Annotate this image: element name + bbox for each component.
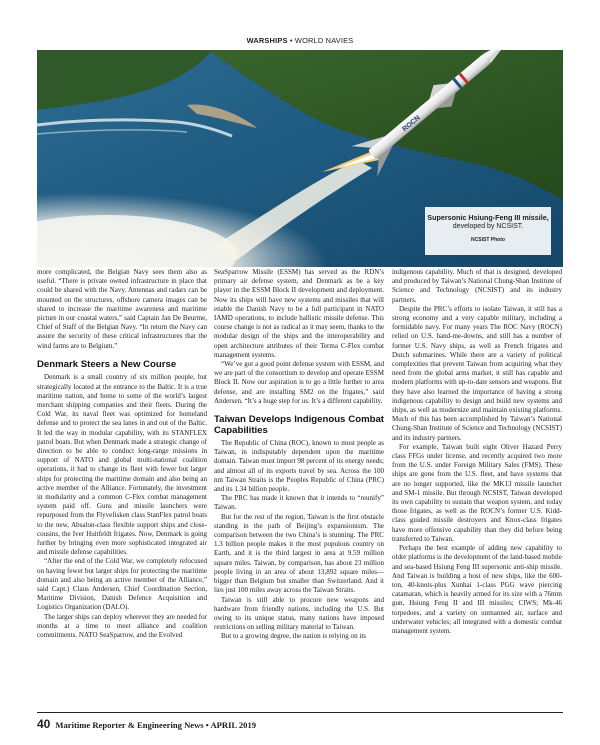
paragraph: But to a growing degree, the nation is relying on its — [221, 632, 367, 641]
subheading-taiwan: Taiwan Develops Indigenous Combat Capabilities — [214, 414, 384, 436]
article-column-2 — [214, 268, 384, 642]
paragraph: SeaSparrow Missile (ESSM) has served as the RDN’s primary air defense system, and Denmark as be a key player in the ESSM Block II development and deployment. Now its ships will have new systems and missiles that will enable the Danish Navy to be a full participant in NATO IAMD operations, to include ballistic missile defense. This course change is not as radical as it may seem, thanks to the modular design of the ships and the interoperability and open architecture attributes of their Terma C-Flex combat management systems. — [214, 268, 384, 359]
paragraph: more complicated, the Belgian Navy sees them also as useful. “There is private owned infrastructure in place that could be shared with the Navy. Antennas and radars can be mounted on the structures, offshore camera images can be shared to increase the maritime awareness and maritime picture in our coastal waters,” said Captain Jan De Beurme, Chief of Staff of the Belgian Navy. “In return the Navy can assure the security of these critical infrastructures that the wind farms are to Belgium.” — [37, 268, 207, 350]
paragraph: “After the end of the Cold War, we completely refocused on having fewer but larger ships for protecting the maritime domain and also being an active member of the Alliance,” said Capt.) Claus Andersen, Chief Coordination Section, Maritime Division, Danish Defence Acquisition and Logistics Organization (DALO). — [37, 557, 207, 612]
page-footer — [37, 712, 563, 731]
page-number: 40 — [37, 717, 51, 731]
paragraph: Perhaps the best example of adding new capability to older platforms is the development of the land-based mobile and sea-based Hsiung Feng III supersonic anti-ship missile. And Taiwan is building a host of new ships, like the 600-ton, 40-knots-plus Xunhai 1-class PGG wave piercing catamaran, which is heavily armed for its size with a 76mm gun, Hsiung Feng II and III missiles; CIWS; Mk-46 torpedoes, and a variety on unmanned air, surface and underwater vehicles; all integrated with a domestic combat management system. — [392, 544, 562, 635]
article-column-3 — [392, 268, 562, 636]
section-separator: • — [287, 36, 295, 45]
paragraph: Denmark is a small country of six million people, but strategically located at the entrance to the Baltic. It is a true maritime nation, and home to some of the world’s largest merchant shipping companies and their fleets. During the Cold War, its naval fleet was optimized for homeland defense and to protect the sea lanes in and out of the Baltic. It led the way in modular capability, with its STANFLEX patrol boats. But when Denmark made a strategic change of direction to be able to conduct long-range missions in support of NATO and global multi-national coalition operations, it had to change its fleet with fewer but larger ships for protecting the maritime domain and also being an active member of the Alliance. Fortunately, the investment in modularity and a common C-Flex combat management system paid off. Guns and missile launchers were repurposed from the Flyvefisken class StanFlex patrol boats to the new, Absalon-class flexible support ships and close-cousins, the Iver Huitfeldt frigates. Now, Denmark is going further by bringing even more sophisticated integrated air and missile defense capabilities. — [37, 373, 207, 557]
caption-title: Supersonic Hsiung-Feng III missile, — [427, 213, 549, 222]
paragraph: The larger ships can deploy wherever they are needed for months at a time to meet alliance and coalition commitments. NATO SeaSparrow, and the Evolved — [37, 612, 207, 640]
missile-marking: ROCN — [401, 114, 422, 134]
publication-info: Maritime Reporter & Engineering News • APRIL 2019 — [55, 720, 257, 730]
paragraph: But for the rest of the region, Taiwan is the first obstacle standing in the path of Beijing’s expansionism. The comparison between the two China’s is stunning. The PRC 1.3 billion people makes it the most populous country on Earth, and it is the third largest in area at 9.59 million square miles. Taiwan, by comparison, has about 23 million people living in an area of about 13,892 square miles—bigger than Belgium but smaller than Switzerland. And it lies just 100 miles away across the Taiwan Straits. — [214, 512, 384, 595]
paragraph: indigenous capability. Much of that is designed, developed and produced by Taiwan’s National Chung-Shan Institute of Science and Technology (NCSIST) and its industry partners. — [392, 268, 562, 304]
paragraph: Despite the PRC’s efforts to isolate Taiwan, it still has a strong economy and a very capable military, including a formidable navy. For many years The ROC Navy (ROCN) relied on U.S. hand-me-downs, and still has a number of former U.S. Navy ships, as well as French frigates and Dutch submarines. While there are a variety of political complexities that prevent Taiwan from acquiring what they need from the global arms market, it still has capable and modern platforms with up-to-date sensors and weapons. But they have also learned the importance of having a strong indigenous capability to design and build new systems and ships, as well as modernize and maintain existing platforms. Much of this has been accomplished by Taiwan’s National Chung-Shan Institute of Science and Technology (NCSIST) and its industry partners. — [392, 304, 562, 442]
paragraph: Taiwan is still able to procure new weapons and hardware from friendly nations, including the U.S. But owing to its unique status, many nations have imposed restrictions on selling military material to Taiwan. — [214, 595, 384, 632]
subheading-denmark: Denmark Steers a New Course — [37, 358, 177, 370]
photo-credit: NCSIST Photo — [471, 237, 505, 243]
section-header — [0, 36, 600, 45]
paragraph: The PRC has made it known that it intends to “reunify” Taiwan. — [214, 494, 384, 512]
paragraph: The Republic of China (ROC), known to most people as Taiwan, in indisputably dependent upon the maritime domain. Taiwan must import 98 percent of its energy needs; and almost all of its exports travel by sea. Across the 100 nm Taiwan Straits is the Peoples Republic of China (PRC) and its 1.34 billion people. — [214, 439, 384, 494]
section-name: WARSHIPS — [246, 36, 288, 45]
subsection-name: WORLD NAVIES — [294, 36, 354, 45]
article-column-1 — [37, 268, 207, 640]
photo-caption — [425, 207, 551, 255]
paragraph: “We’ve got a good point defense system with ESSM, and we are part of the consortium to develop and operate ESSM Block II. Now our aspiration is to go a little further to area defense, and are installing SM2 on the frigates,” said Andersen. “It’s a huge step for us. It’s a different capability. — [214, 360, 384, 405]
paragraph: For example, Taiwan built eight Oliver Hazard Perry class FFGs under license, and recently acquired two more from the U.S. under Foreign Military Sales (FMS). These ships are gone from the U.S. fleet, and have systems that are no longer supported, like the MK13 missile launcher and SM-1 missile. But through NCSIST, Taiwan developed its own capability to sustain that weapon system, and today those frigates, as well as the ROCN’s former U.S. Kidd-class guided missile destroyers and Knox-class frigates have more offensive capability than they did before being transferred to Taiwan. — [392, 442, 562, 543]
caption-subtitle: developed by NCSIST. — [452, 223, 524, 230]
